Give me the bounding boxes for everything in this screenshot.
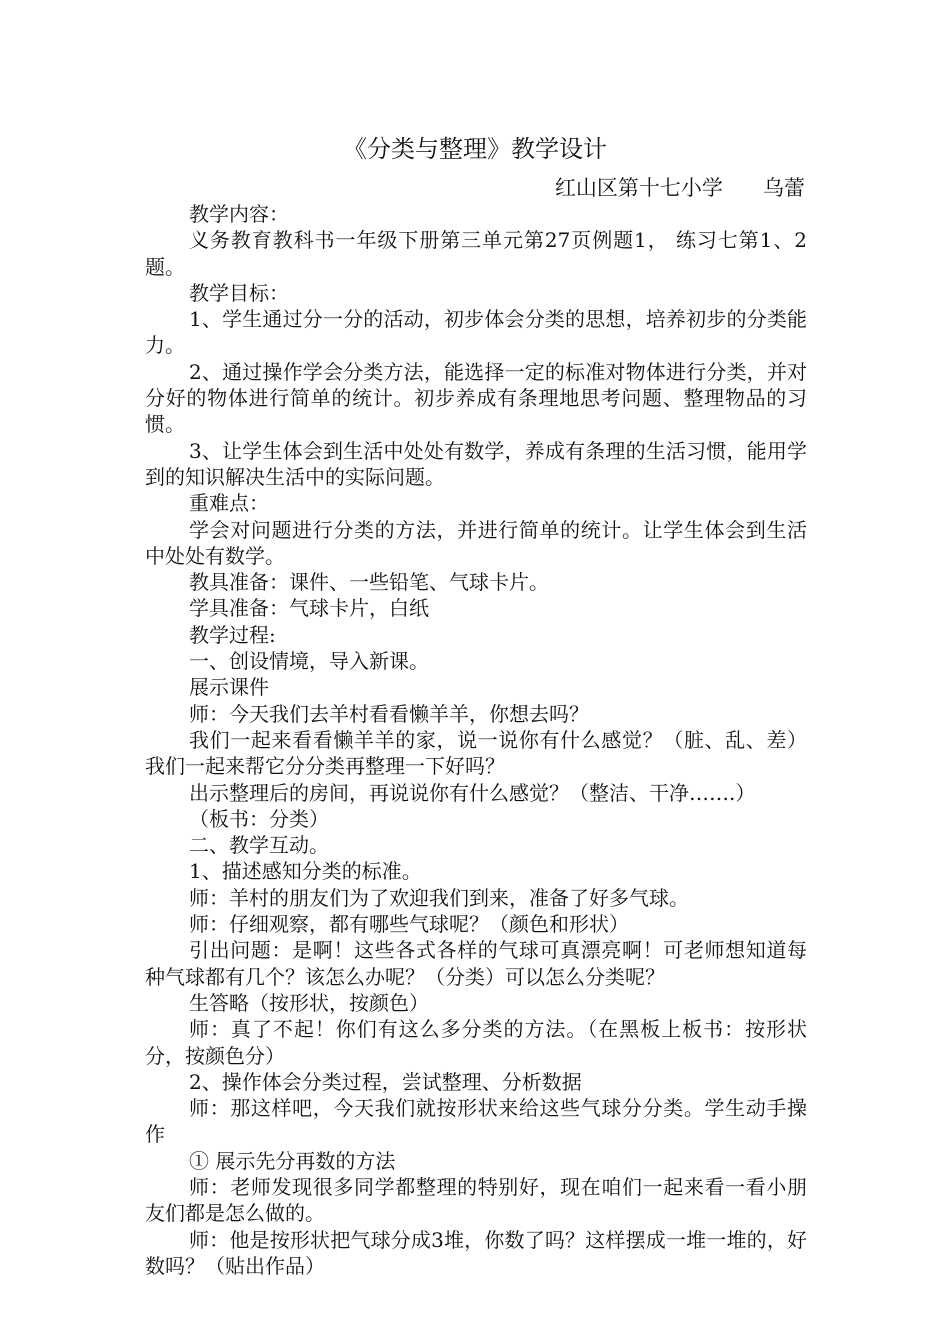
heading-teaching-goals: 教学目标：	[189, 280, 289, 305]
paragraph-goal-1: 1、学生通过分一分的活动，初步体会分类的思想，培养初步的分类能力。	[145, 307, 807, 358]
paragraph-goal-2: 2、通过操作学会分类方法，能选择一定的标准对物体进行分类，并对分好的物体进行简单的统计。初步养成有条理地思考问题、整理物品的习惯。	[145, 359, 807, 437]
document-body	[145, 201, 807, 1279]
paragraph-teaching-content: 义务教育教科书一年级下册第三单元第27页例题1， 练习七第1、2题。	[145, 228, 807, 279]
paragraph-after-tidy: 出示整理后的房间，再说说你有什么感觉？（整洁、干净…….）	[189, 780, 756, 805]
paragraph-question: 引出问题：是啊！这些各式各样的气球可真漂亮啊！可老师想知道每种气球都有几个？该怎么办呢？（分类）可以怎么分类呢？	[145, 938, 807, 989]
paragraph-key-points: 学会对问题进行分类的方法，并进行简单的统计。让学生体会到生活中处处有数学。	[145, 517, 807, 568]
document-title: 《分类与整理》教学设计	[343, 135, 607, 163]
subsection-2-heading: 2、操作体会分类过程，尝试整理、分析数据	[189, 1069, 582, 1094]
paragraph-teacher-7: 师：他是按形状把气球分成3堆，你数了吗？这样摆成一堆一堆的，好数吗？（贴出作品）	[145, 1227, 807, 1278]
paragraph-blackboard-note: （板书：分类）	[189, 806, 329, 831]
paragraph-teacher-5: 师：那这样吧，今天我们就按形状来给这些气球分分类。学生动手操作	[145, 1096, 807, 1147]
paragraph-show-courseware: 展示课件	[189, 675, 269, 700]
paragraph-teaching-aids: 教具准备：课件、一些铅笔、气球卡片。	[189, 570, 549, 595]
heading-teaching-content: 教学内容：	[189, 202, 289, 226]
paragraph-teacher-6: 师：老师发现很多同学都整理的特别好，现在咱们一起来看一看小朋友们都是怎么做的。	[145, 1174, 807, 1226]
paragraph-teacher-1: 师：今天我们去羊村看看懒羊羊，你想去吗？	[189, 701, 589, 726]
paragraph-goal-3: 3、让学生体会到生活中处处有数学，养成有条理的生活习惯，能用学到的知识解决生活中的实际问题。	[145, 438, 807, 489]
author-line: 红山区第十七小学 乌蕾	[554, 176, 805, 200]
section-one-heading: 一、创设情境，导入新课。	[189, 649, 429, 674]
section-two-heading: 二、教学互动。	[189, 833, 329, 858]
paragraph-teacher-2: 师：羊村的朋友们为了欢迎我们到来，准备了好多气球。	[189, 885, 689, 910]
paragraph-look-at-house: 我们一起来看看懒羊羊的家，说一说你有什么感觉？（脏、乱、差）我们一起来帮它分分类再整理一下好吗？	[145, 727, 807, 779]
subsection-1-heading: 1、描述感知分类的标准。	[189, 859, 422, 884]
paragraph-teacher-3: 师：仔细观察，都有哪些气球呢？（颜色和形状）	[189, 912, 629, 937]
heading-key-points: 重难点：	[189, 491, 269, 516]
paragraph-student-answer: 生答略（按形状，按颜色）	[189, 990, 429, 1015]
heading-teaching-process: 教学过程:	[189, 622, 276, 647]
paragraph-teacher-4: 师：真了不起！你们有这么多分类的方法。（在黑板上板书：按形状分，按颜色分）	[145, 1017, 807, 1068]
paragraph-student-aids: 学具准备：气球卡片，白纸	[189, 596, 429, 621]
paragraph-step-1: ① 展示先分再数的方法	[189, 1148, 396, 1173]
